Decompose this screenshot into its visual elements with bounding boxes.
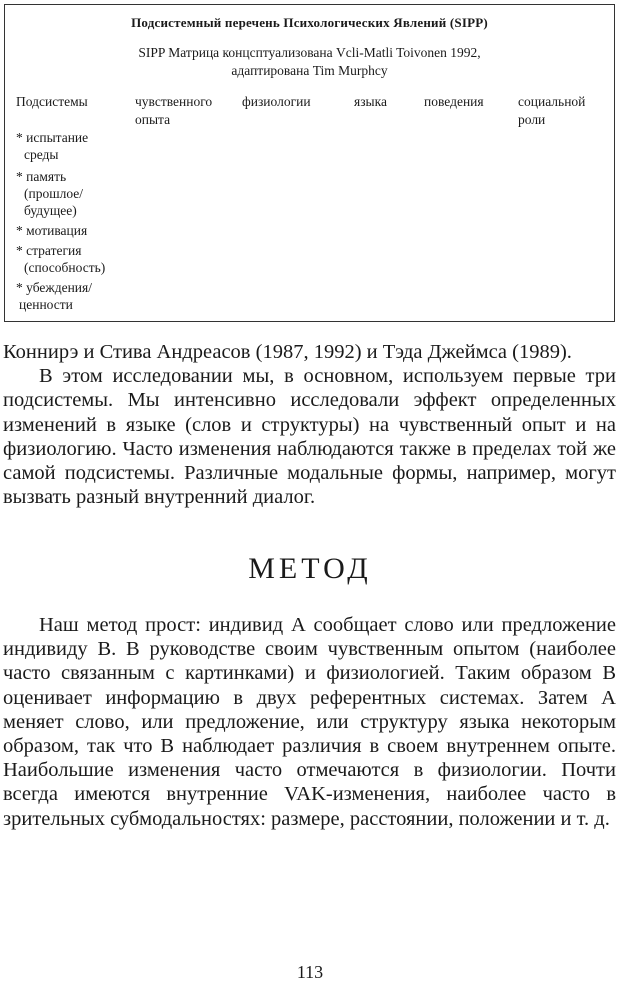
header-physiology: физиологии [242,94,311,109]
header-sensory-experience [135,93,212,129]
paragraph-method: Наш метод прост: индивид А сообщает слово или предложение индивиду В. В руководстве своим чувственным опытом (наиболее часто связанным с картинками) и физиологией. Таким образом В оценивает информацию в двух референтных системах. Затем А меняет слово, или предложение, или структуру языка некоторым образом, так что В наблюдает различия в своем внутреннем опыте. Наибольшие изменения часто отмечаются в физиологии. Почти всегда имеются внутренние VAK-изменения, наиболее часто в зрительных субмодальностях: размере, расстоянии, положении и т. д. [3,614,616,830]
header-social-line-1: социальной [518,94,586,109]
subsystem-line: * память [16,169,67,184]
subsystem-line: среды [24,147,59,162]
subsystem-line: * стратегия [16,243,82,258]
header-social-line-2: роли [518,112,546,127]
subtitle-line-2: адаптирована Tim Murphcy [231,63,388,78]
subsystem-line: * испытание [16,130,89,145]
table-title: Подсистемный перечень Психологических Явлений (SIPP) [131,15,488,30]
subsystem-beliefs [16,279,92,313]
subsystem-line: * мотивация [16,223,88,238]
body-text-method [3,613,616,831]
subsystem-line: ценности [19,297,73,312]
header-social-role [518,93,585,129]
subsystem-line: (способность) [24,260,106,275]
header-sensory-line-1: чувственного [135,94,213,109]
subsystem-strategy [16,242,105,276]
subsystem-memory [16,168,83,219]
subtitle-line-1: SIPP Матрица концсптуализована Vcli-Matli Toivonen 1992, [138,45,481,60]
header-behavior: поведения [424,94,484,109]
subsystem-line: (прошлое/ [24,186,84,201]
paragraph-research: В этом исследовании мы, в основном, используем первые три подсистемы. Мы интенсивно исследовали эффект определенных изменений в языке (слов и структуры) на чувственный опыт и на физиологию. Часто изменения наблюдаются также в пределах той же самой подсистемы. Различные модальные формы, например, могут вызвать разный внутренний диалог. [3,365,616,509]
body-text-top [3,340,616,509]
header-sensory-line-2: опыта [135,112,171,127]
subsystem-line: будущее) [24,203,77,218]
section-heading-method: МЕТОД [248,552,372,585]
page-number: 113 [296,962,324,982]
table-subtitle [65,44,554,80]
subsystem-environment [16,129,88,163]
sipp-table-box [4,4,615,322]
subsystem-line: * убеждения/ [16,280,92,295]
header-language: языка [354,94,387,109]
subsystem-motivation [16,222,87,239]
header-subsystems: Подсистемы [16,94,88,109]
paragraph-citation: Коннирэ и Стива Андреасов (1987, 1992) и Тэда Джеймса (1989). [3,341,572,363]
